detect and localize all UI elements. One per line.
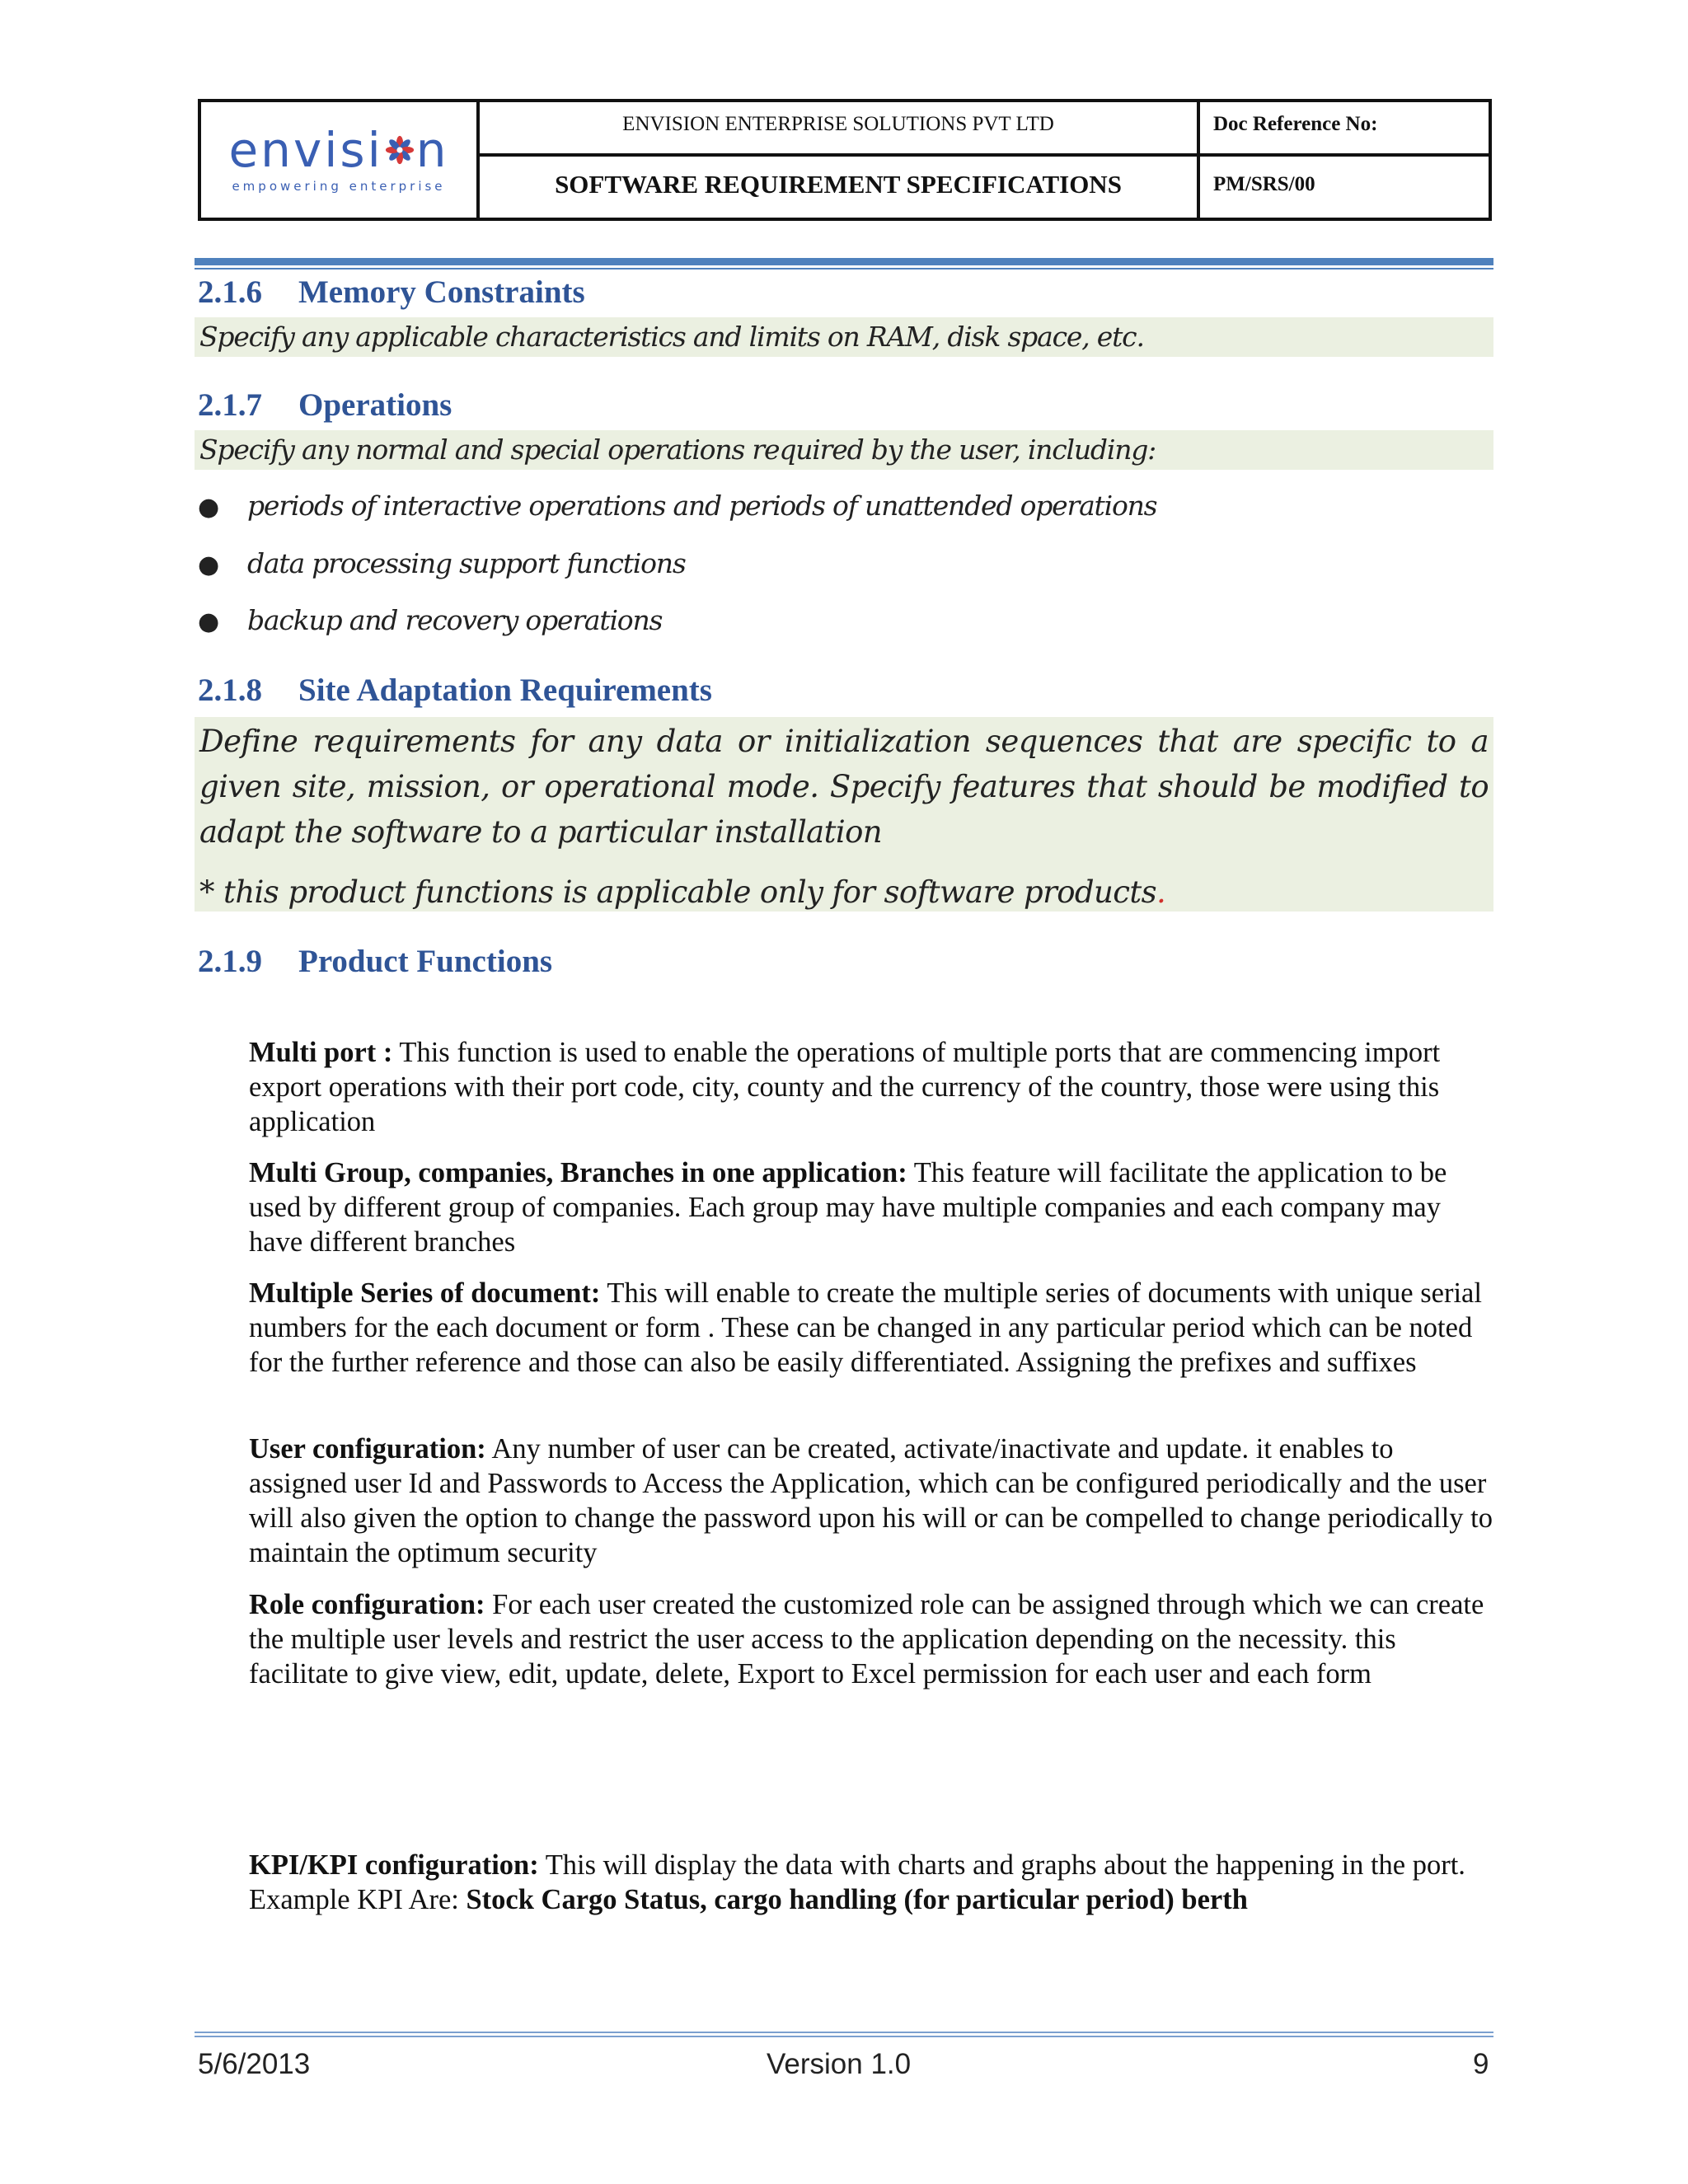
product-function-text: This will display the data with charts and graphs about the happening in the port. Example KPI Are: bbox=[249, 1849, 1465, 1915]
section-number: 2.1.8 bbox=[198, 673, 262, 708]
document-title: SOFTWARE REQUIREMENT SPECIFICATIONS bbox=[480, 157, 1200, 218]
product-function-item bbox=[249, 1276, 1493, 1380]
product-function-label: User configuration: bbox=[249, 1433, 486, 1465]
section-number: 2.1.6 bbox=[198, 274, 262, 310]
header-table bbox=[198, 99, 1492, 221]
product-function-kpi bbox=[249, 1848, 1493, 1917]
footer-date: 5/6/2013 bbox=[198, 2048, 311, 2080]
product-function-label: Role configuration: bbox=[249, 1589, 485, 1620]
list-item bbox=[198, 490, 1156, 522]
company-logo bbox=[201, 102, 480, 218]
bullet-icon: ● bbox=[198, 493, 220, 522]
flower-icon bbox=[385, 135, 415, 165]
section-heading-product bbox=[198, 943, 552, 980]
guidance-site bbox=[195, 717, 1493, 912]
guidance-operations: Specify any normal and special operations required by the user, including: bbox=[195, 430, 1493, 470]
logo-tagline: empowering enterprise bbox=[232, 179, 446, 194]
doc-reference-value: PM/SRS/00 bbox=[1213, 173, 1315, 195]
product-function-item bbox=[249, 1035, 1493, 1139]
section-heading-memory bbox=[198, 274, 585, 311]
product-function-text: For each user created the customized role can be assigned through which we can create the multiple user levels and restrict the user access to the application depending on the necessity. this facilitate to give view, edit, update, delete, Export to Excel permission for each user and each form bbox=[249, 1589, 1484, 1690]
logo-word-left: envisi bbox=[228, 122, 383, 178]
section-title: Operations bbox=[298, 387, 452, 423]
list-item bbox=[198, 547, 686, 579]
section-title: Site Adaptation Requirements bbox=[298, 673, 712, 708]
product-function-label: Multiple Series of document: bbox=[249, 1277, 601, 1309]
product-function-label: Multi Group, companies, Branches in one application: bbox=[249, 1157, 907, 1188]
section-heading-operations bbox=[198, 387, 452, 424]
section-number: 2.1.9 bbox=[198, 944, 262, 979]
product-function-label: KPI/KPI configuration: bbox=[249, 1849, 539, 1881]
product-function-text: This feature will facilitate the application to be used by different group of companies. Each group may have multiple companies and each company may have different branches bbox=[249, 1157, 1447, 1258]
company-name: ENVISION ENTERPRISE SOLUTIONS PVT LTD bbox=[480, 102, 1200, 157]
guidance-memory: Specify any applicable characteristics and limits on RAM, disk space, etc. bbox=[195, 317, 1493, 357]
note-text: * this product functions is applicable only for software products bbox=[199, 874, 1156, 910]
bullet-icon: ● bbox=[198, 551, 220, 579]
list-item-text: data processing support functions bbox=[247, 547, 686, 579]
logo-wordmark bbox=[228, 122, 449, 178]
section-title: Product Functions bbox=[298, 944, 553, 979]
guidance-site-note bbox=[199, 869, 1489, 915]
page-number: 9 bbox=[1473, 2048, 1489, 2080]
bottom-rule bbox=[195, 2032, 1493, 2033]
guidance-site-text: Define requirements for any data or initialization sequences that are specific to a given site, mission, or operational mode. Specify features that should be modified to adapt the software to a particular installation bbox=[199, 724, 1489, 850]
bottom-rule-thin bbox=[195, 2036, 1493, 2037]
note-period: . bbox=[1156, 874, 1166, 910]
footer-version: Version 1.0 bbox=[767, 2048, 912, 2080]
product-function-text: Any number of user can be created, activate/inactivate and update. it enables to assigned user Id and Passwords to Access the Application, which can be configured periodically and the user will also given the option to change the password upon his will or can be compelled to change periodically to maintain the optimum security bbox=[249, 1433, 1493, 1568]
product-function-kpi-examples: Stock Cargo Status, cargo handling (for particular period) berth bbox=[466, 1884, 1248, 1915]
product-function-item bbox=[249, 1155, 1493, 1259]
list-item-text: periods of interactive operations and periods of unattended operations bbox=[247, 490, 1157, 522]
section-number: 2.1.7 bbox=[198, 387, 262, 423]
product-function-item bbox=[249, 1432, 1493, 1570]
logo-word-right: n bbox=[415, 122, 449, 178]
top-rule-thin bbox=[195, 268, 1493, 269]
product-function-label: Multi port : bbox=[249, 1037, 393, 1068]
list-item bbox=[198, 604, 662, 636]
product-function-text: This function is used to enable the operations of multiple ports that are commencing import export operations with their port code, city, county and the currency of the country, those were using this application bbox=[249, 1037, 1441, 1137]
doc-reference-label: Doc Reference No: bbox=[1200, 102, 1489, 157]
section-heading-site bbox=[198, 672, 712, 709]
bullet-icon: ● bbox=[198, 607, 220, 636]
list-item-text: backup and recovery operations bbox=[247, 604, 663, 636]
top-rule bbox=[195, 258, 1493, 265]
section-title: Memory Constraints bbox=[298, 274, 585, 310]
product-function-text: This will enable to create the multiple series of documents with unique serial numbers for the each document or form . These can be changed in any particular period which can be noted for the further reference and those can also be easily differentiated. Assigning the prefixes and suffixes bbox=[249, 1277, 1482, 1378]
product-function-item bbox=[249, 1587, 1493, 1691]
